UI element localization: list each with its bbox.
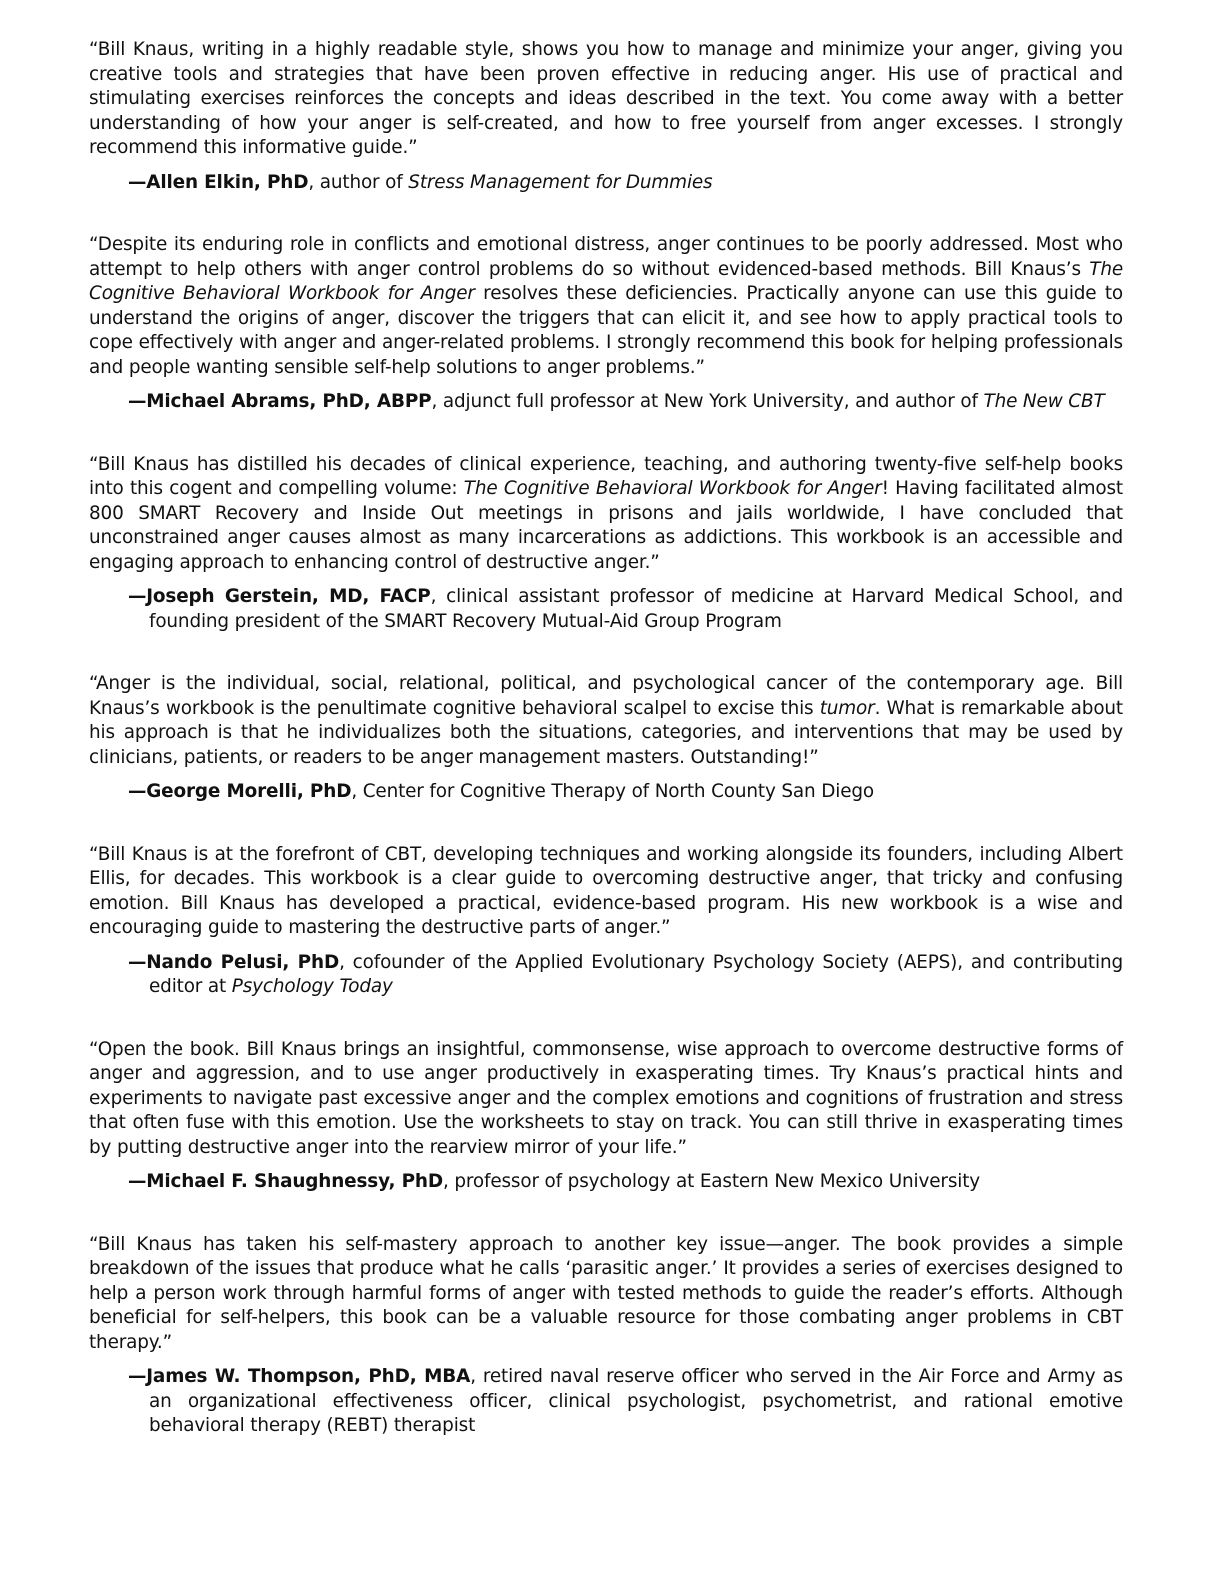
endorsement-quote: “Anger is the individual, social, relational, political, and psychological cancer of the contemporary age. Bill Knaus’s workbook is the penultimate cognitive behavioral scalpel to excise this tumor. What is remarkable about his approach is that he individualizes both the situations, categories, and interventions that may be used by clinicians, patients, or readers to be anger management masters. Outstanding!” <box>89 673 1123 768</box>
endorsement-attribution <box>89 780 1123 805</box>
endorser-name: —Joseph Gerstein, MD, FACP <box>128 586 431 607</box>
endorsement-attribution <box>89 1170 1123 1195</box>
endorser-affiliation: , cofounder of the Applied Evolutionary Psychology Society (AEPS), and contributing editor at <box>149 951 1123 997</box>
endorsement-block <box>89 1038 1123 1195</box>
endorser-affiliation: , clinical assistant professor of medicine at Harvard Medical School, and founding president of the SMART Recovery Mutual-Aid Group Program <box>149 586 1123 632</box>
endorser-name: —James W. Thompson, PhD, MBA <box>128 1366 471 1387</box>
endorser-book-title: Stress Management for Dummies <box>408 171 713 193</box>
endorser-name: —Michael Abrams, PhD, ABPP <box>128 391 432 412</box>
endorser-name: —Michael F. Shaughnessy, PhD <box>128 1171 443 1192</box>
endorser-affiliation: , adjunct full professor at New York University, and author of <box>431 391 984 412</box>
endorsement-block <box>89 843 1123 1000</box>
endorsement-attribution <box>89 951 1123 1000</box>
endorser-affiliation: , retired naval reserve officer who served in the Air Force and Army as an organizational effectiveness officer, clinical psychologist, psychometrist, and rational emotive behavioral therapy (REBT) therapist <box>149 1366 1123 1436</box>
endorser-publication-title: Psychology Today <box>231 976 393 997</box>
endorser-affiliation: , author of <box>308 171 409 193</box>
endorser-affiliation: , Center for Cognitive Therapy of North County San Diego <box>351 781 874 802</box>
endorser-name: —George Morelli, PhD <box>128 781 352 802</box>
endorsement-block <box>89 38 1123 195</box>
endorsement-block <box>89 453 1123 635</box>
endorser-name: —Allen Elkin, PhD <box>128 171 309 193</box>
endorsement-quote: “Bill Knaus has taken his self-mastery approach to another key issue—anger. The book provides a simple breakdown of the issues that produce what he calls ‘parasitic anger.’ It provides a series of exercises designed to help a person work through harmful forms of anger with tested methods to guide the reader’s efforts. Although beneficial for self-helpers, this book can be a valuable resource for those combating anger problems in CBT therapy.” <box>89 1233 1123 1353</box>
endorsement-quote: “Open the book. Bill Knaus brings an insightful, commonsense, wise approach to overcome destructive forms of anger and aggression, and to use anger productively in exasperating times. Try Knaus’s practical hints and experiments to navigate past excessive anger and the complex emotions and cognitions of frustration and stress that often fuse with this emotion. Use the worksheets to stay on track. You can still thrive in exasperating times by putting destructive anger into the rearview mirror of your life.” <box>89 1038 1123 1158</box>
endorsement-block <box>89 1233 1123 1439</box>
endorsement-block <box>89 233 1123 415</box>
endorsement-attribution <box>89 1365 1123 1439</box>
endorsement-quote: “Despite its enduring role in conflicts and emotional distress, anger continues to be poorly addressed. Most who attempt to help others with anger control problems do so without evidenced-based methods. Bill Knaus’s The Cognitive Behavioral Workbook for Anger resolves these deficiencies. Practically anyone can use this guide to understand the origins of anger, discover the triggers that can elicit it, and see how to apply practical tools to cope effectively with anger and anger-related problems. I strongly recommend this book for helping professionals and people wanting sensible self-help solutions to anger problems.” <box>89 234 1123 378</box>
endorser-name: —Nando Pelusi, PhD <box>128 951 340 973</box>
endorsement-attribution <box>89 390 1123 415</box>
endorsement-block <box>89 672 1123 805</box>
endorsement-quote: “Bill Knaus has distilled his decades of clinical experience, teaching, and authoring twenty-five self-help books into this cogent and compelling volume: The Cognitive Behavioral Workbook for Anger! Having facilitated almost 800 SMART Recovery and Inside Out meetings in prisons and jails worldwide, I have concluded that unconstrained anger causes almost as many incarcerations as addictions. This workbook is an accessible and engaging approach to enhancing control of destructive anger.” <box>89 453 1123 573</box>
endorsements-page <box>89 38 1123 1477</box>
endorser-affiliation: , professor of psychology at Eastern New Mexico University <box>442 1171 980 1192</box>
endorsement-quote: “Bill Knaus is at the forefront of CBT, developing techniques and working alongside its founders, including Albert Ellis, for decades. This workbook is a clear guide to overcoming destructive anger, that tricky and confusing emotion. Bill Knaus has developed a practical, evidence-based program. His new workbook is a wise and encouraging guide to mastering the destructive parts of anger.” <box>89 843 1123 938</box>
endorser-book-title: The New CBT <box>983 391 1105 412</box>
endorsement-quote: “Bill Knaus, writing in a highly readable style, shows you how to manage and minimize your anger, giving you creative tools and strategies that have been proven effective in reducing anger. His use of practical and stimulating exercises reinforces the concepts and ideas described in the text. You come away with a better understanding of how your anger is self-created, and how to free yourself from anger excesses. I strongly recommend this informative guide.” <box>89 39 1123 158</box>
endorsement-attribution <box>89 585 1123 634</box>
endorsement-attribution <box>89 171 1123 196</box>
